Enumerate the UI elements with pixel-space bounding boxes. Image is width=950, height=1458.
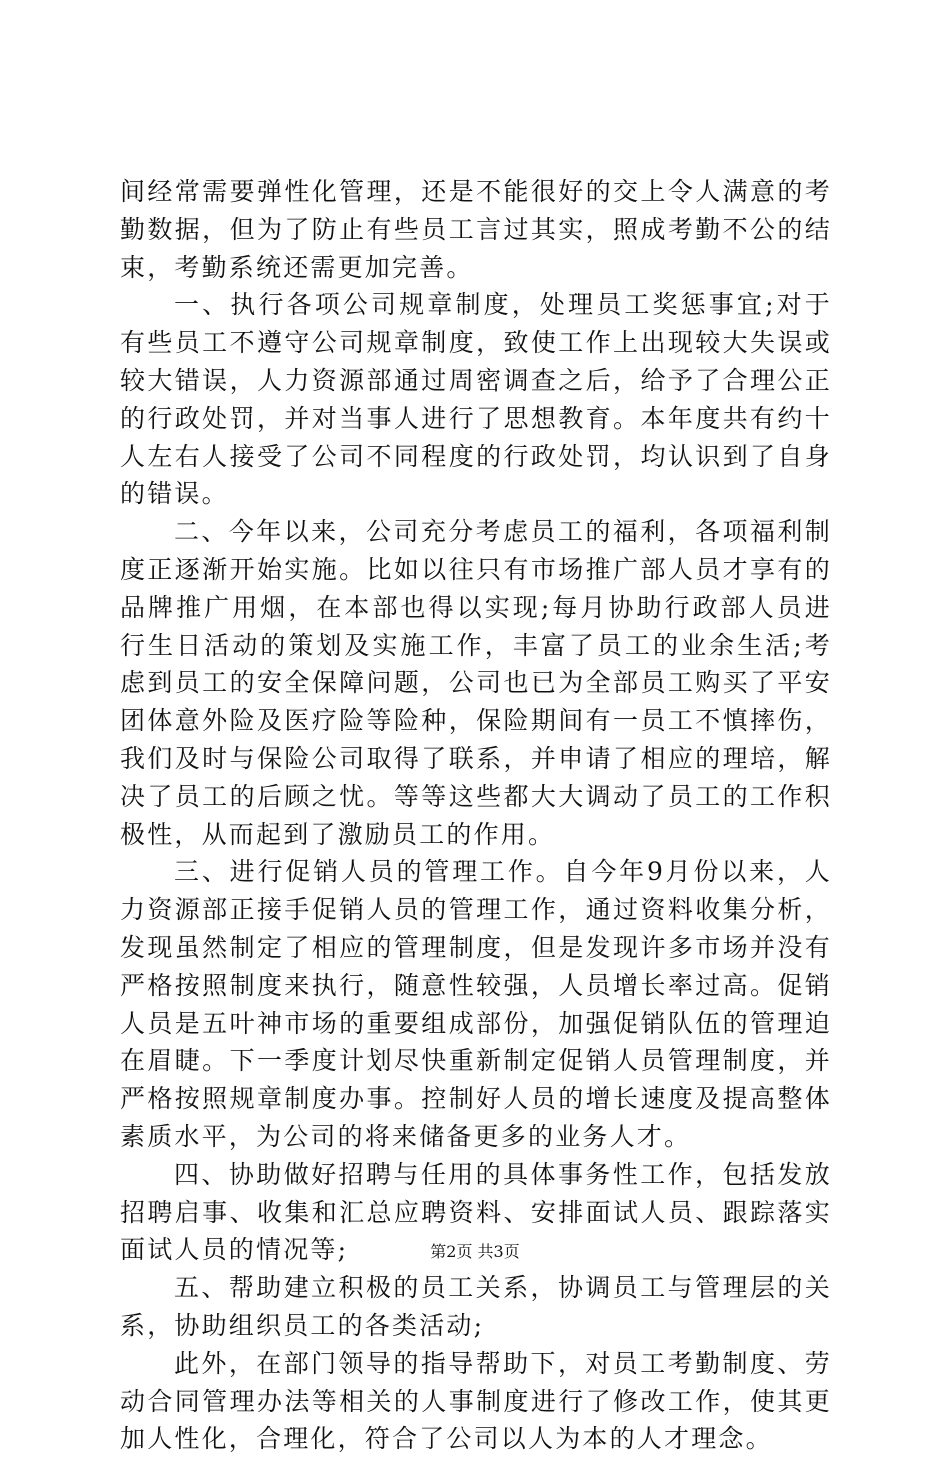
paragraph-recruitment: 四、协助做好招聘与任用的具体事务性工作，包括发放招聘启事、收集和汇总应聘资料、安排面试人员、跟踪落实面试人员的情况等;: [120, 1159, 832, 1265]
paragraph-promoter-management: 三、进行促销人员的管理工作。自今年9月份以来，人力资源部正接手促销人员的管理工作，通过资料收集分析，发现虽然制定了相应的管理制度，但是发现许多市场并没有严格按照制度来执行，随意性较强，人员增长率过高。促销人员是五叶神市场的重要组成部份，加强促销队伍的管理迫在眉睫。下一季度计划尽快重新制定促销人员管理制度，并严格按照规章制度办事。控制好人员的增长速度及提高整体素质水平，为公司的将来储备更多的业务人才。: [120, 857, 832, 1151]
paragraph-employee-relations: 五、帮助建立积极的员工关系，协调员工与管理层的关系，协助组织员工的各类活动;: [120, 1273, 832, 1340]
paragraph-policy-revision: 此外，在部门领导的指导帮助下，对员工考勤制度、劳动合同管理办法等相关的人事制度进行了修改工作，使其更加人性化，合理化，符合了公司以人为本的人才理念。: [120, 1348, 832, 1454]
document-body: [120, 173, 832, 1458]
paragraph-continuation: 间经常需要弹性化管理，还是不能很好的交上令人满意的考勤数据，但为了防止有些员工言过其实，照成考勤不公的结束，考勤系统还需更加完善。: [120, 177, 832, 282]
paragraph-disciplinary: 一、执行各项公司规章制度，处理员工奖惩事宜;对于有些员工不遵守公司规章制度，致使工作上出现较大失误或较大错误，人力资源部通过周密调查之后，给予了合理公正的行政处罚，并对当事人进行了思想教育。本年度共有约十人左右人接受了公司不同程度的行政处罚，均认识到了自身的错误。: [120, 290, 832, 509]
page-number-footer: 第2页 共3页: [430, 1242, 520, 1261]
paragraph-welfare: 二、今年以来，公司充分考虑员工的福利，各项福利制度正逐渐开始实施。比如以往只有市场推广部人员才享有的品牌推广用烟，在本部也得以实现;每月协助行政部人员进行生日活动的策划及实施工作，丰富了员工的业余生活;考虑到员工的安全保障问题，公司也已为全部员工购买了平安团体意外险及医疗险等险种，保险期间有一员工不慎摔伤，我们及时与保险公司取得了联系，并申请了相应的理培，解决了员工的后顾之忧。等等这些都大大调动了员工的工作积极性，从而起到了激励员工的作用。: [120, 517, 832, 849]
